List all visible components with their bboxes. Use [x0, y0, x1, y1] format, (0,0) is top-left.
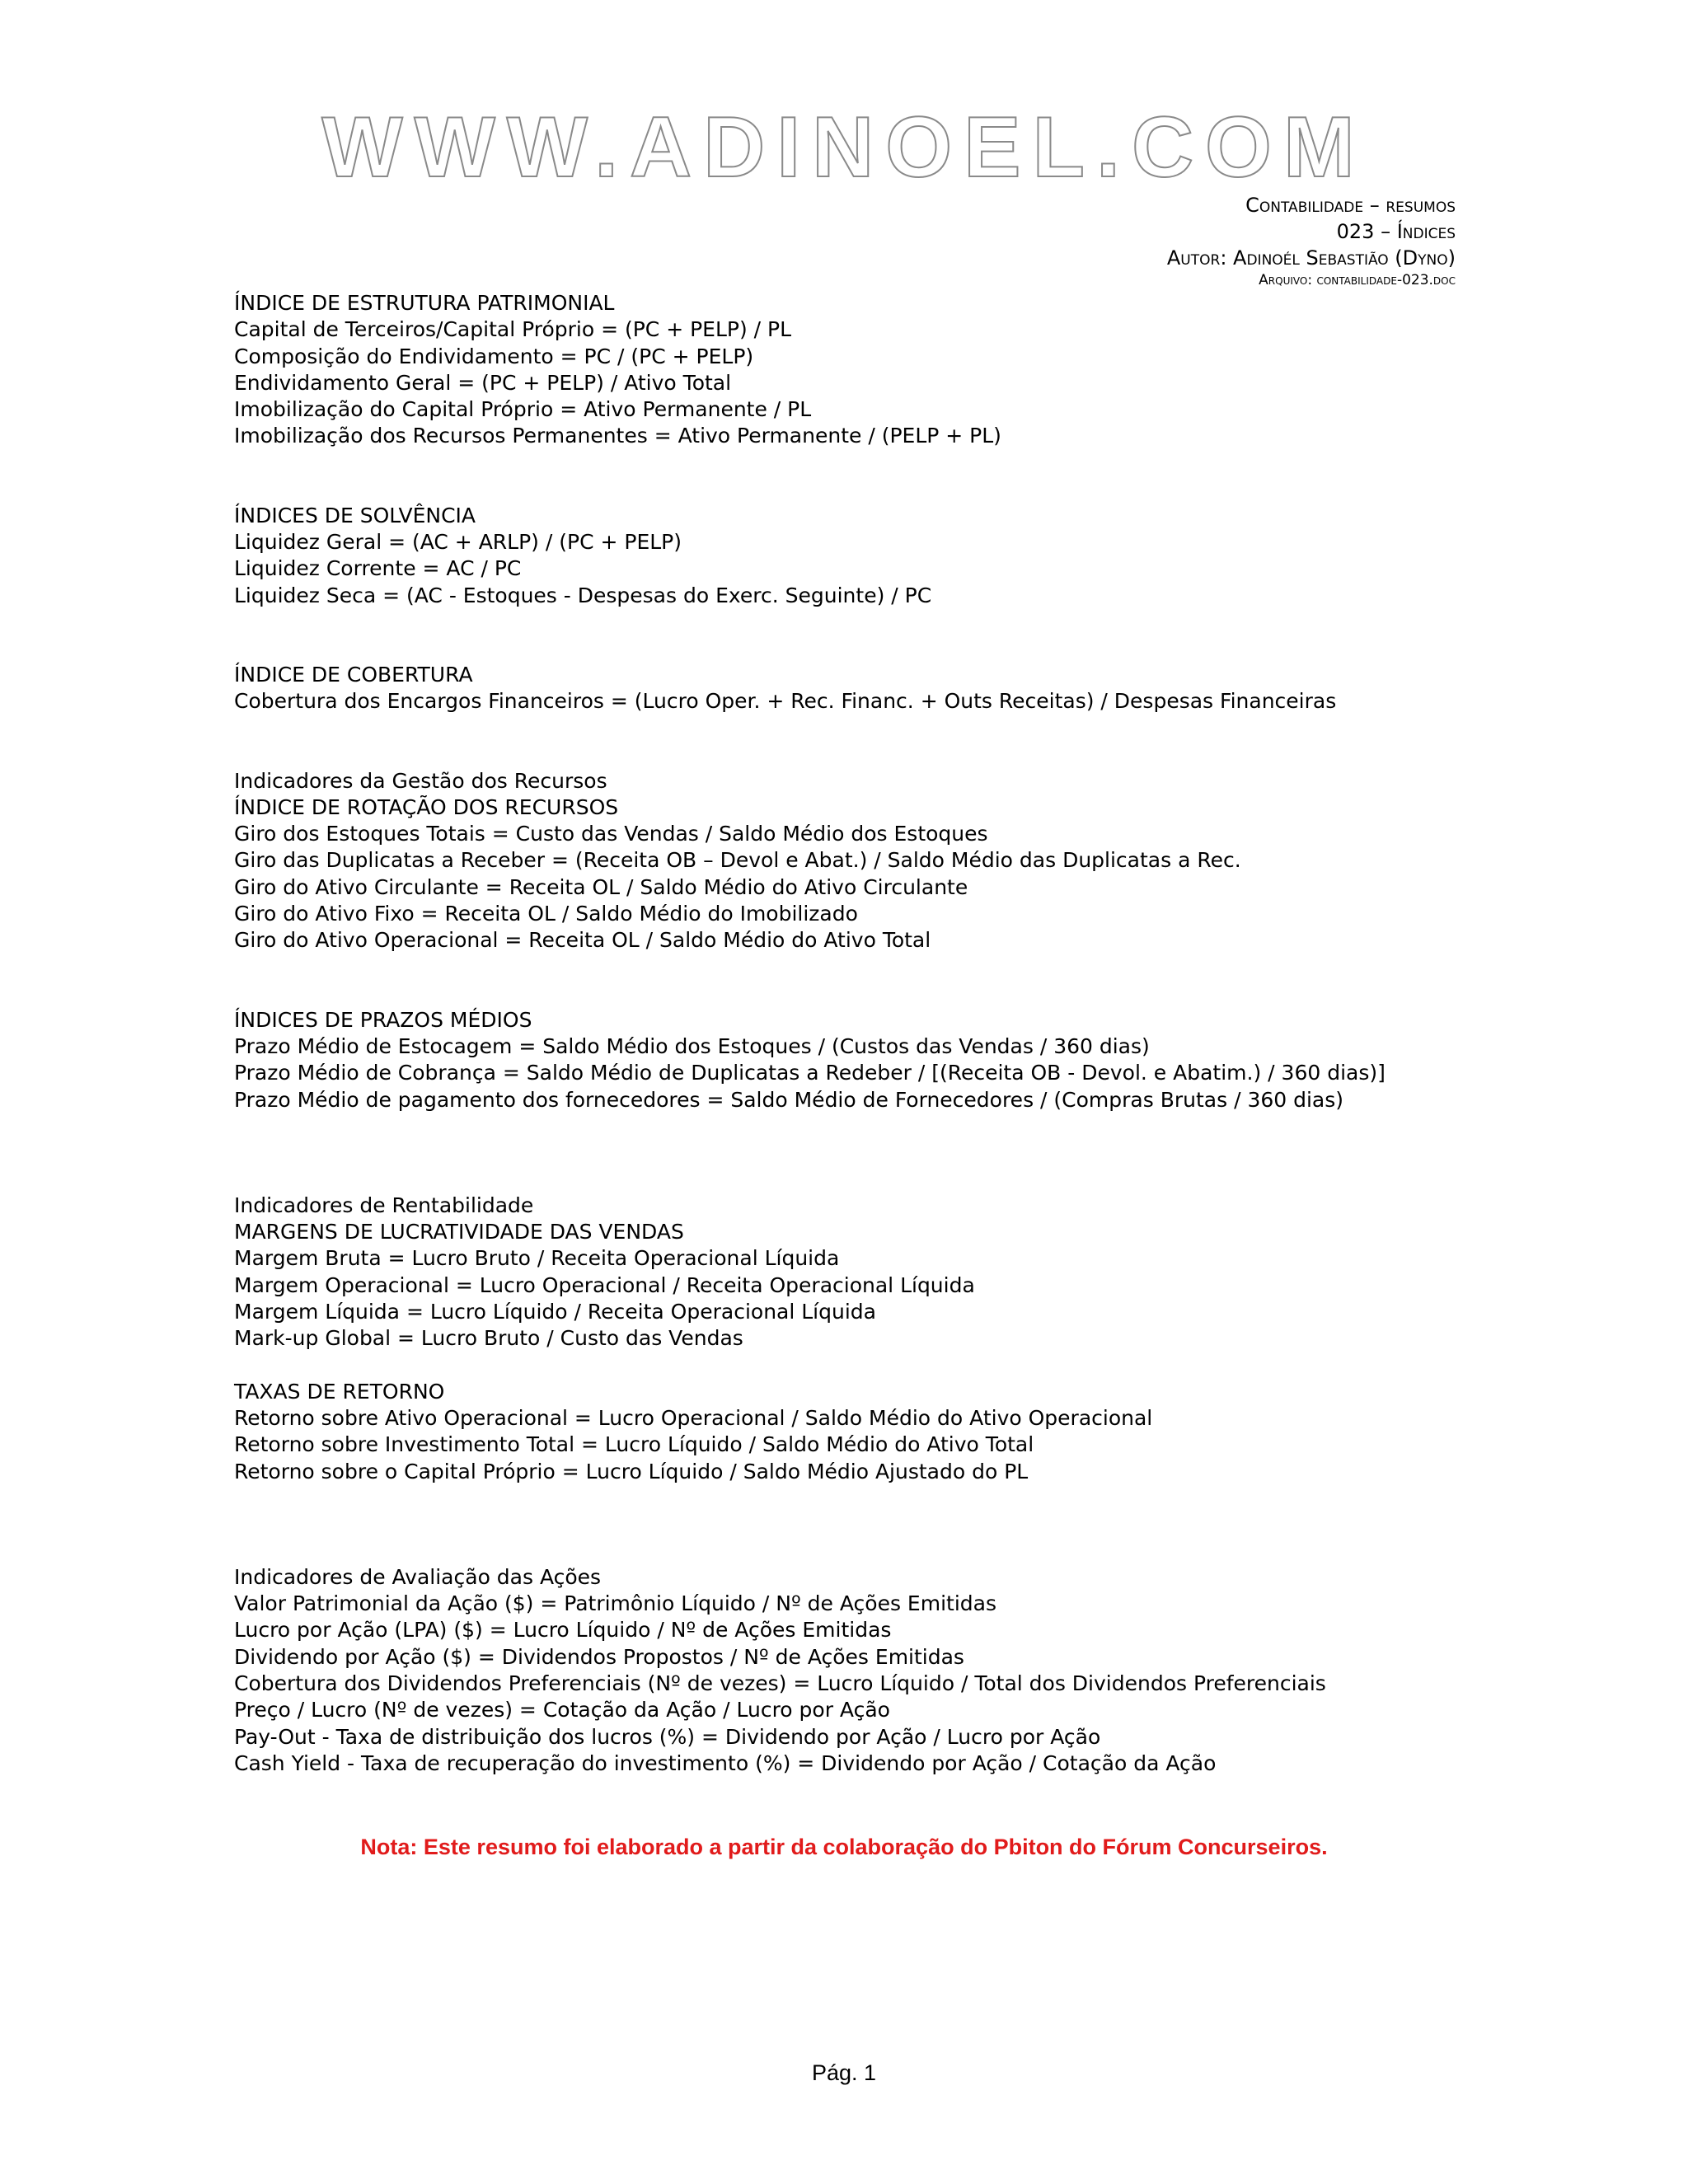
formula-line: Prazo Médio de Cobrança = Saldo Médio de Duplicatas a Redeber / [(Receita OB - Devol. e Abatim.) / 360 dias)]: [234, 1061, 1386, 1085]
formula-line: Cobertura dos Dividendos Preferenciais (Nº de vezes) = Lucro Líquido / Total dos Dividendos Preferenciais: [234, 1671, 1326, 1695]
section-title-rotacao: ÍNDICE DE ROTAÇÃO DOS RECURSOS: [234, 794, 619, 819]
formula-line: Retorno sobre o Capital Próprio = Lucro Líquido / Saldo Médio Ajustado do PL: [234, 1459, 1029, 1483]
formula-line: Giro do Ativo Fixo = Receita OL / Saldo Médio do Imobilizado: [234, 902, 858, 926]
formula-line: Giro das Duplicatas a Receber = (Receita OB – Devol e Abat.) / Saldo Médio das Duplicatas a Rec.: [234, 848, 1241, 873]
formula-line: Liquidez Geral = (AC + ARLP) / (PC + PELP): [234, 530, 682, 555]
formula-line: Retorno sobre Ativo Operacional = Lucro Operacional / Saldo Médio do Ativo Operacional: [234, 1405, 1153, 1430]
formula-line: Retorno sobre Investimento Total = Lucro Líquido / Saldo Médio do Ativo Total: [234, 1432, 1034, 1457]
formula-line: Margem Líquida = Lucro Líquido / Receita Operacional Líquida: [234, 1300, 876, 1324]
section-title-prazos: ÍNDICES DE PRAZOS MÉDIOS: [234, 1007, 532, 1032]
formula-line: Margem Bruta = Lucro Bruto / Receita Operacional Líquida: [234, 1246, 840, 1271]
formula-line: Margem Operacional = Lucro Operacional / Receita Operacional Líquida: [234, 1272, 975, 1297]
formula-line: Cobertura dos Encargos Financeiros = (Lucro Oper. + Rec. Financ. + Outs Receitas) / Despesas Financeiras: [234, 689, 1337, 714]
formula-line: Prazo Médio de Estocagem = Saldo Médio dos Estoques / (Custos das Vendas / 360 dias): [234, 1033, 1150, 1058]
formula-line: Lucro por Ação (LPA) ($) = Lucro Líquido / Nº de Ações Emitidas: [234, 1618, 892, 1643]
formula-line: Dividendo por Ação ($) = Dividendos Propostos / Nº de Ações Emitidas: [234, 1644, 964, 1669]
section-title-estrutura: ÍNDICE DE ESTRUTURA PATRIMONIAL: [234, 291, 615, 315]
document-body: [234, 290, 1470, 1777]
section-title-solvencia: ÍNDICES DE SOLVÊNCIA: [234, 503, 476, 527]
section-title-margens: MARGENS DE LUCRATIVIDADE DAS VENDAS: [234, 1220, 684, 1244]
section-heading-acoes: Indicadores de Avaliação das Ações: [234, 1564, 602, 1589]
formula-line: Pay-Out - Taxa de distribuição dos lucros (%) = Dividendo por Ação / Lucro por Ação: [234, 1724, 1101, 1749]
formula-line: Liquidez Corrente = AC / PC: [234, 556, 522, 581]
section-heading-gestao: Indicadores da Gestão dos Recursos: [234, 768, 607, 793]
note-text: Nota: Este resumo foi elaborado a partir da colaboração do Pbiton do Fórum Concurseiros.: [360, 1835, 1328, 1859]
document-header: [1167, 192, 1456, 289]
section-title-retorno: TAXAS DE RETORNO: [234, 1379, 445, 1404]
formula-line: Preço / Lucro (Nº de vezes) = Cotação da Ação / Lucro por Ação: [234, 1698, 890, 1722]
formula-line: Liquidez Seca = (AC - Estoques - Despesas do Exerc. Seguinte) / PC: [234, 583, 932, 607]
formula-line: Imobilização dos Recursos Permanentes = Ativo Permanente / (PELP + PL): [234, 424, 1001, 448]
formula-line: Capital de Terceiros/Capital Próprio = (PC + PELP) / PL: [234, 317, 792, 342]
formula-line: Giro dos Estoques Totais = Custo das Vendas / Saldo Médio dos Estoques: [234, 822, 988, 846]
site-watermark: WWW.ADINOEL.COM: [321, 100, 1367, 195]
formula-line: Valor Patrimonial da Ação ($) = Patrimônio Líquido / Nº de Ações Emitidas: [234, 1591, 996, 1616]
header-file: Arquivo: contabilidade-023.doc: [1259, 272, 1456, 288]
header-subject: Contabilidade – resumos: [1245, 194, 1456, 217]
page-number: Pág. 1: [811, 2060, 877, 2085]
formula-line: Cash Yield - Taxa de recuperação do investimento (%) = Dividendo por Ação / Cotação da Ação: [234, 1750, 1217, 1775]
formula-line: Mark-up Global = Lucro Bruto / Custo das Vendas: [234, 1326, 743, 1351]
header-author: Autor: Adinoél Sebastião (Dyno): [1166, 246, 1456, 269]
formula-line: Imobilização do Capital Próprio = Ativo Permanente / PL: [234, 397, 812, 422]
formula-line: Giro do Ativo Circulante = Receita OL / Saldo Médio do Ativo Circulante: [234, 874, 968, 899]
formula-line: Endividamento Geral = (PC + PELP) / Ativo Total: [234, 370, 732, 395]
formula-line: Prazo Médio de pagamento dos fornecedores = Saldo Médio de Fornecedores / (Compras Brutas / 360 dias): [234, 1087, 1344, 1112]
header-topic: 023 – Índices: [1336, 220, 1456, 243]
formula-line: Giro do Ativo Operacional = Receita OL / Saldo Médio do Ativo Total: [234, 928, 931, 953]
formula-line: Composição do Endividamento = PC / (PC + PELP): [234, 344, 754, 368]
section-title-cobertura: ÍNDICE DE COBERTURA: [234, 662, 473, 687]
section-heading-rentabilidade: Indicadores de Rentabilidade: [234, 1193, 534, 1217]
